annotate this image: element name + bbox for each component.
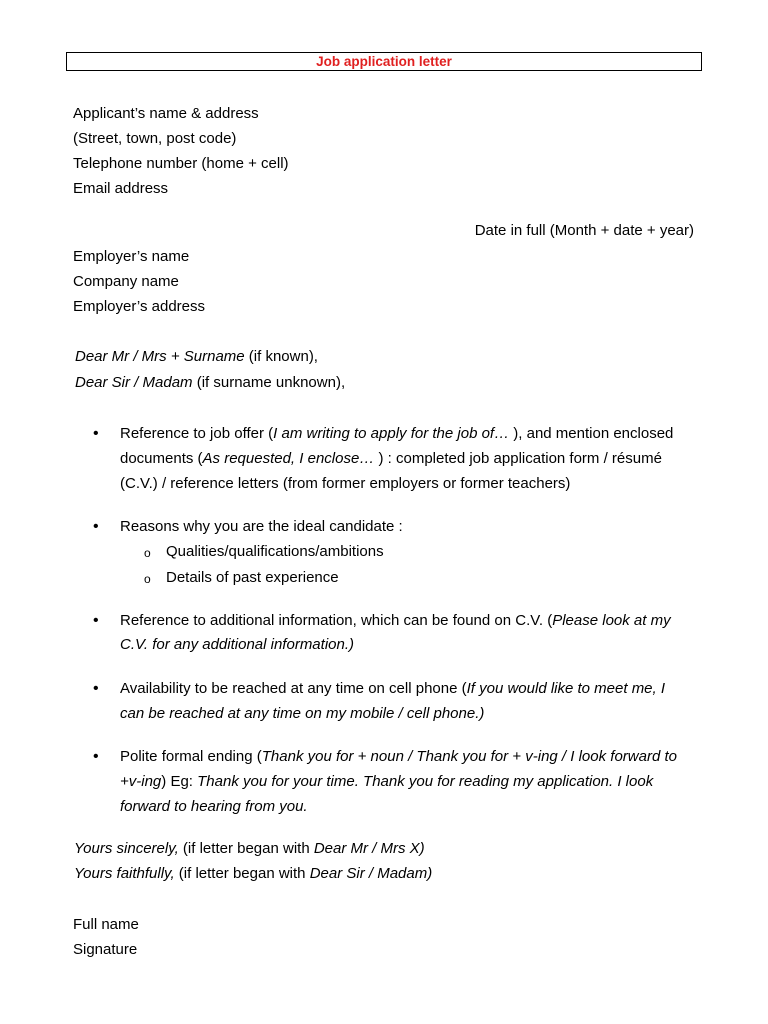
salutation-known-italic: Dear Mr / Mrs + Surname (75, 348, 245, 365)
bullet2-line1: Reasons why you are the ideal candidate : (120, 518, 403, 535)
bullet4-line1 (120, 680, 665, 698)
bullet5-line2 (120, 773, 653, 791)
letter-date: Date in full (Month + date + year) (474, 222, 694, 239)
bullet4-text: Availability to be reached at any time on cell phone ( (120, 680, 467, 697)
closing-faithfully-phrase: Yours faithfully, (74, 865, 175, 882)
bullet5-eg-example: Thank you for your time. Thank you for reading my application. I look (197, 773, 654, 790)
bullet5-line1 (120, 748, 677, 766)
bullet1-documents: documents ( (120, 450, 203, 467)
document-title: Job application letter (316, 54, 452, 69)
applicant-name-address: Applicant’s name & address (73, 105, 259, 122)
sub-bullet-marker: o (144, 572, 151, 586)
signature: Signature (73, 941, 138, 958)
applicant-street: (Street, town, post code) (73, 130, 237, 147)
sub-bullet-marker: o (144, 546, 151, 560)
bullet5-ving: +v-ing (120, 773, 162, 790)
bullet1-line1 (120, 425, 673, 443)
bullet1-text-cont: ), and mention enclosed (509, 425, 674, 442)
salutation-unknown-note: (if surname unknown), (192, 374, 346, 391)
employer-name: Employer’s name (73, 248, 190, 265)
full-name: Full name (73, 916, 139, 933)
applicant-email: Email address (73, 180, 169, 197)
closing-faithfully-note: (if letter began with (174, 865, 310, 882)
bullet1-documents-list: ) : completed job application form / résumé (374, 450, 662, 467)
company-name: Company name (73, 273, 179, 290)
employer-address: Employer’s address (73, 298, 206, 315)
bullet3-line1 (120, 612, 671, 630)
bullet5-eg: ) Eg: (161, 773, 198, 790)
document-title-box (66, 52, 702, 71)
bullet4-line2: can be reached at any time on my mobile / cell phone.) (120, 705, 485, 722)
bullet1-text: Reference to job offer ( (120, 425, 274, 442)
bullet-marker: • (93, 680, 99, 697)
bullet-marker: • (93, 612, 99, 629)
bullet3-text: Reference to additional information, which can be found on C.V. ( (120, 612, 553, 629)
closing-sincerely (74, 840, 425, 858)
bullet2-sub1: Qualities/qualifications/ambitions (166, 543, 384, 560)
bullet5-line3: forward to hearing from you. (120, 798, 308, 815)
salutation-known (75, 348, 318, 366)
bullet-marker: • (93, 748, 99, 765)
bullet-marker: • (93, 518, 99, 535)
bullet5-text: Polite formal ending ( (120, 748, 262, 765)
bullet-marker: • (93, 425, 99, 442)
bullet1-line2 (120, 450, 662, 468)
salutation-unknown (75, 374, 345, 392)
bullet4-example: If you would like to meet me, I (466, 680, 666, 697)
applicant-telephone: Telephone number (home + cell) (73, 155, 289, 172)
closing-faithfully (74, 865, 432, 883)
salutation-known-note: (if known), (244, 348, 318, 365)
closing-sincerely-phrase: Yours sincerely, (74, 840, 179, 857)
closing-sincerely-salutation: Dear Mr / Mrs X) (313, 840, 425, 857)
bullet3-line2: C.V. for any additional information.) (120, 636, 355, 653)
bullet5-example: Thank you for + noun / Thank you for + v-ing / I look forward to (261, 748, 677, 765)
bullet1-example: I am writing to apply for the job of… (273, 425, 510, 442)
bullet2-sub2: Details of past experience (166, 569, 339, 586)
salutation-unknown-italic: Dear Sir / Madam (75, 374, 193, 391)
bullet3-example: Please look at my (552, 612, 671, 629)
bullet1-enclose-example: As requested, I enclose… (202, 450, 375, 467)
closing-sincerely-note: (if letter began with (178, 840, 314, 857)
closing-faithfully-salutation: Dear Sir / Madam) (309, 865, 433, 882)
bullet1-line3: (C.V.) / reference letters (from former employers or former teachers) (120, 475, 571, 492)
